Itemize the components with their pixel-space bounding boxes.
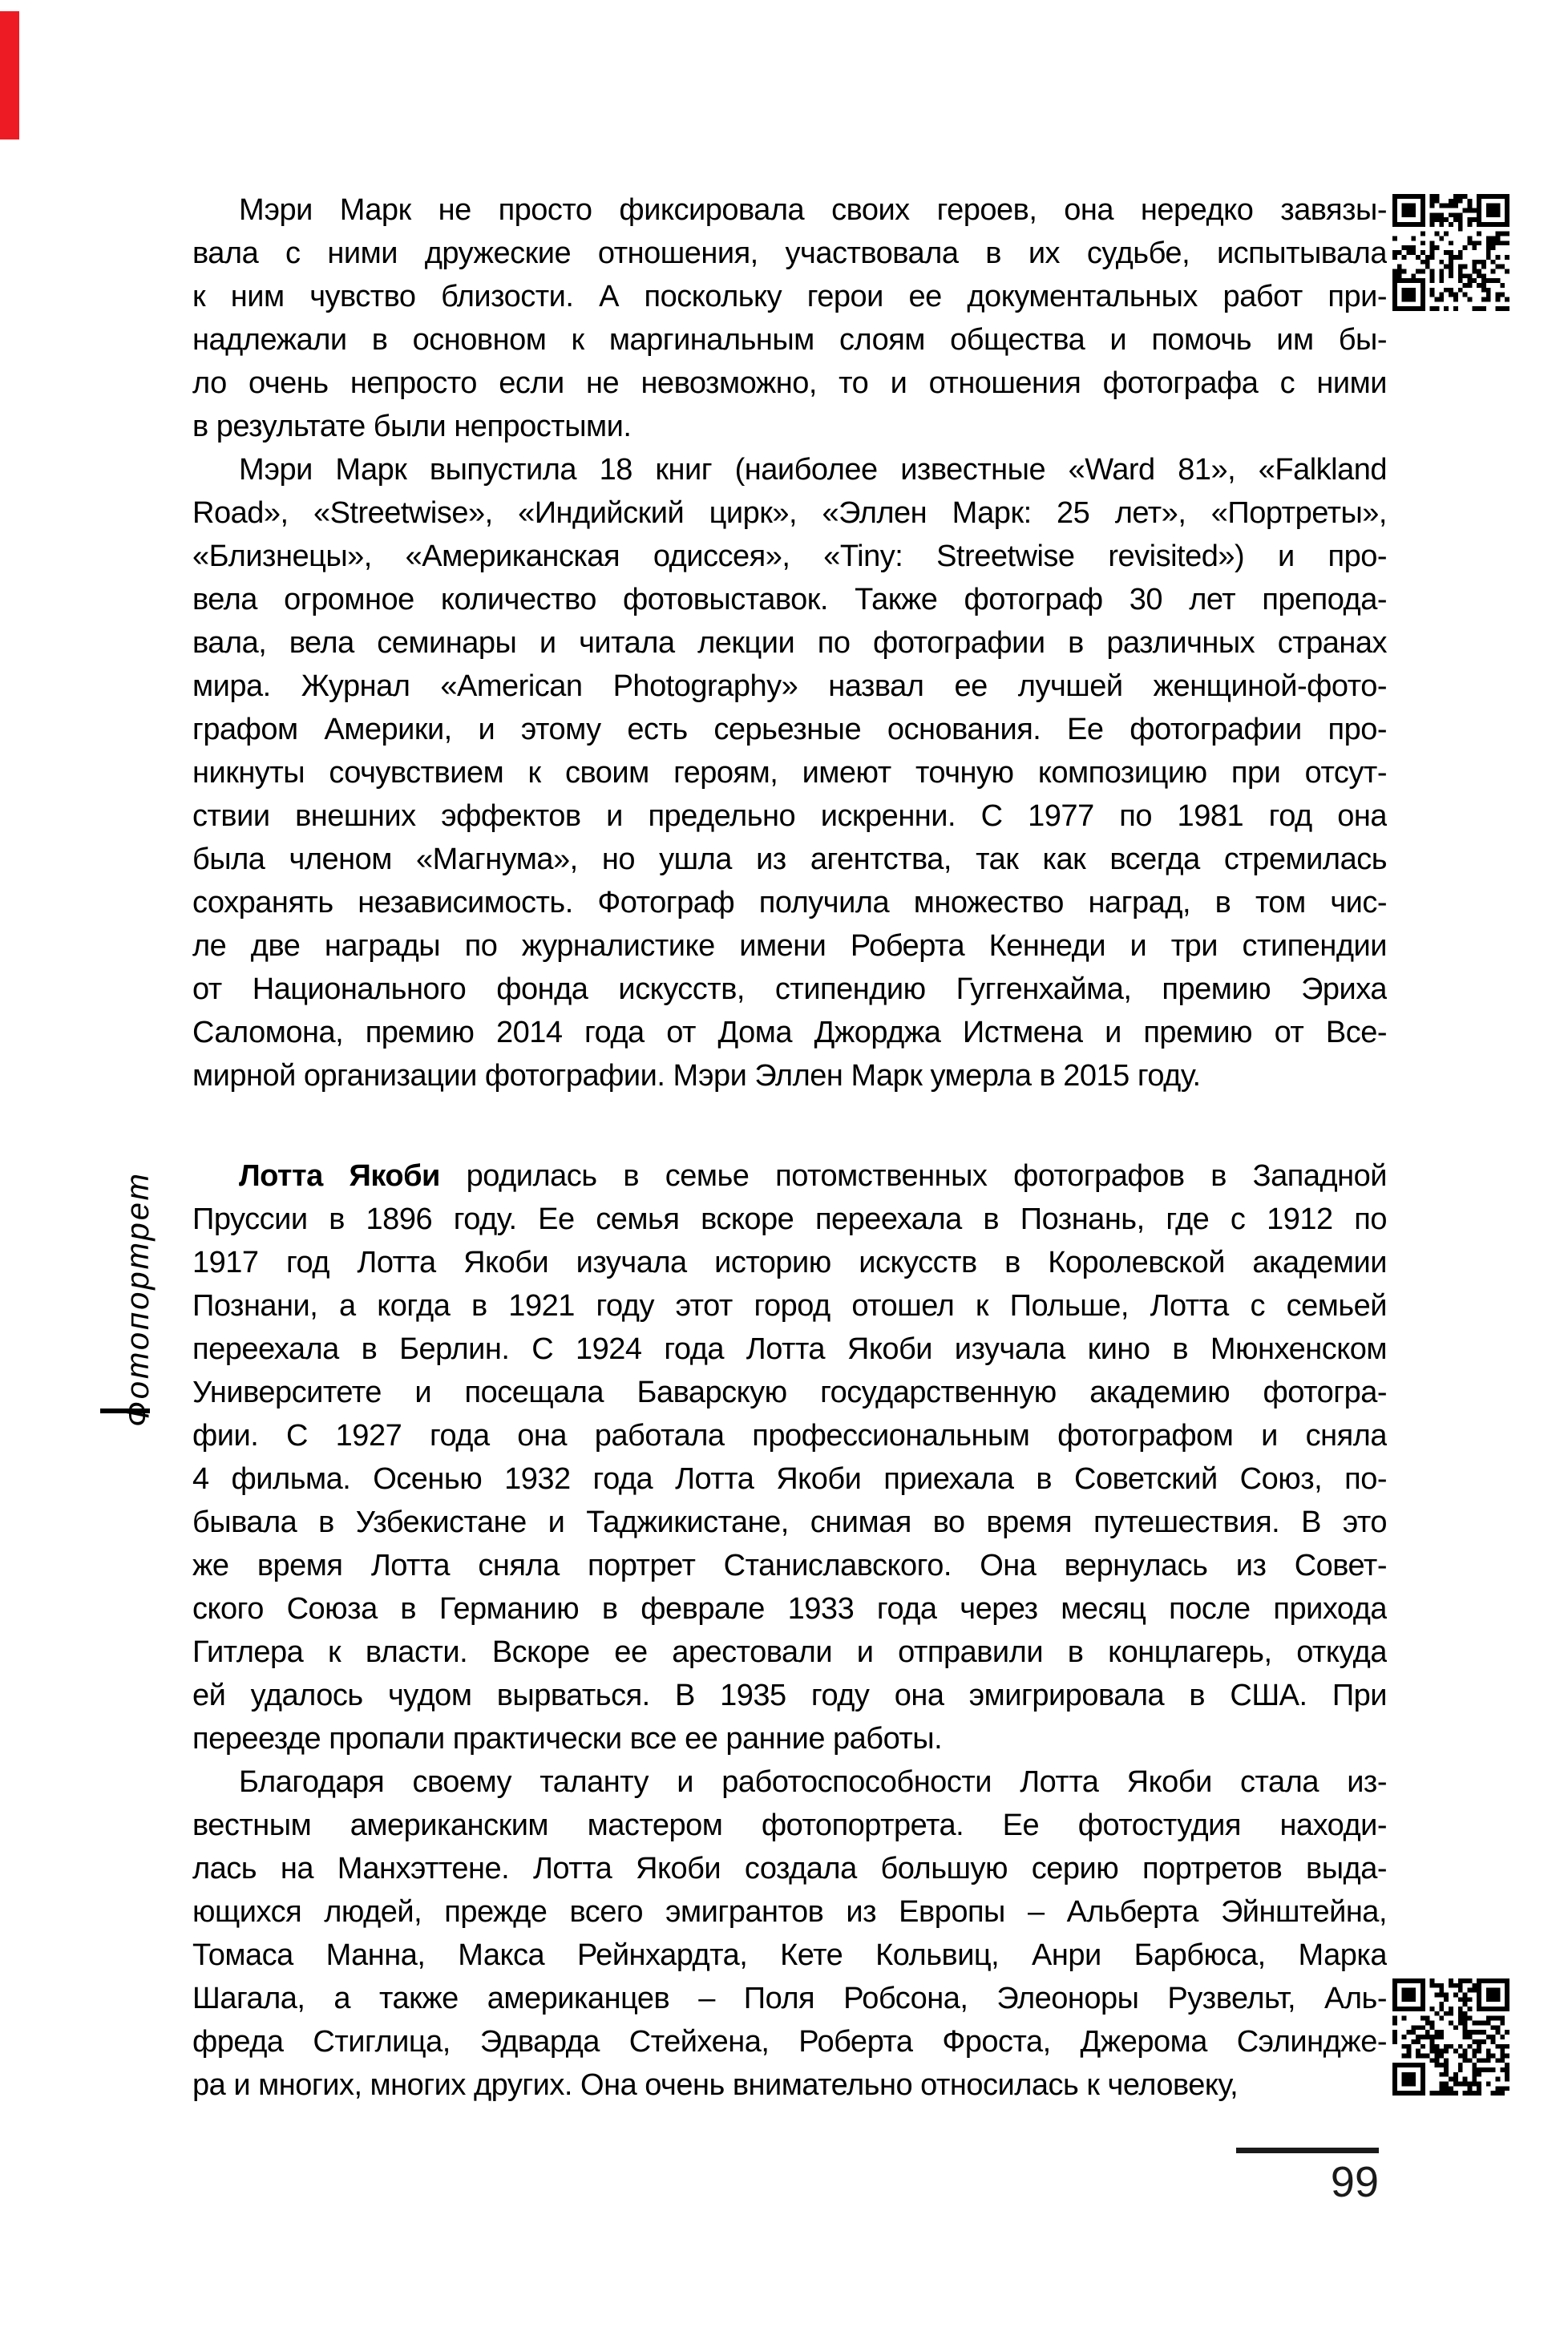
text-line: переезде пропали практически все ее ранние работы. (192, 1722, 943, 1756)
text-line: Мэри Марк выпустила 18 книг (наиболее известные «Ward 81», «Falkland (239, 453, 1387, 487)
text-line: Road», «Streetwise», «Индийский цирк», «Эллен Марк: 25 лет», «Портреты», (192, 496, 1387, 530)
text-line: была членом «Магнума», но ушла из агентства, так как всегда стремилась (192, 843, 1387, 876)
text-line: фреда Стиглица, Эдварда Стейхена, Роберта Фроста, Джерома Сэлиндже- (192, 2025, 1387, 2059)
text-line: надлежали в основном к маргинальным слоям общества и помочь им бы- (192, 323, 1387, 357)
text-line: никнуты сочувствием к своим героям, имеют точную композицию при отсут- (192, 756, 1387, 790)
text-line: мира. Журнал «American Photography» назвал ее лучшей женщиной-фото- (192, 669, 1387, 703)
text-line: Познани, а когда в 1921 году этот город отошел к Польше, Лотта с семьей (192, 1289, 1387, 1323)
text-line: ло очень непросто если не невозможно, то и отношения фотографа с ними (192, 366, 1387, 400)
text-line: «Близнецы», «Американская одиссея», «Tiny: Streetwise revisited») и про- (192, 540, 1387, 573)
paragraph (192, 1154, 1387, 1760)
text-line: 4 фильма. Осенью 1932 года Лотта Якоби приехала в Советский Союз, по- (192, 1462, 1387, 1496)
text-line: Шагала, а также американцев – Поля Робсона, Элеоноры Рузвельт, Аль- (192, 1982, 1387, 2015)
text-line: вестным американским мастером фотопортрета. Ее фотостудия находи- (192, 1809, 1387, 1842)
text-line: лась на Манхэттене. Лотта Якоби создала большую серию портретов выда- (192, 1852, 1387, 1885)
text-line: Гитлера к власти. Вскоре ее арестовали и отправили в концлагерь, откуда (192, 1635, 1387, 1669)
text-line: Лотта Якоби родилась в семье потомственных фотографов в Западной (239, 1159, 1387, 1193)
red-margin-mark (0, 11, 19, 139)
text-line: к ним чувство близости. А поскольку герои ее документальных работ при- (192, 280, 1387, 313)
text-line: ского Союза в Германию в феврале 1933 года через месяц после прихода (192, 1592, 1387, 1626)
text-line: ющихся людей, прежде всего эмигрантов из Европы – Альберта Эйнштейна, (192, 1895, 1387, 1929)
text-line: Благодаря своему таланту и работоспособности Лотта Якоби стала из- (239, 1765, 1387, 1799)
paragraph (192, 1760, 1387, 2107)
page-number: 99 (1330, 2158, 1379, 2206)
text-line: Томаса Манна, Макса Рейнхардта, Кете Кольвиц, Анри Барбюса, Марка (192, 1938, 1387, 1972)
paragraph (192, 448, 1387, 1097)
text-line: ле две награды по журналистике имени Роберта Кеннеди и три стипендии (192, 929, 1387, 963)
sidebar-label: Фотопортрет (120, 1171, 156, 1427)
text-line: графом Америки, и этому есть серьезные основания. Ее фотографии про- (192, 713, 1387, 746)
text-line: Саломона, премию 2014 года от Дома Джорджа Истмена и премию от Все- (192, 1016, 1387, 1049)
text-line: ствии внешних эффектов и предельно искренни. С 1977 по 1981 год она (192, 799, 1387, 833)
text-line: Пруссии в 1896 году. Ее семья вскоре переехала в Познань, где с 1912 по (192, 1202, 1387, 1236)
text-line: ра и многих, многих других. Она очень внимательно относилась к человеку, (192, 2068, 1239, 2102)
text-line: от Национального фонда искусств, стипендию Гуггенхайма, премию Эриха (192, 972, 1387, 1006)
text-line: вала с ними дружеские отношения, участвовала в их судьбе, испытывала (192, 236, 1387, 270)
text-line: фии. С 1927 года она работала профессиональным фотографом и сняла (192, 1419, 1387, 1453)
qr-code-top (1392, 194, 1509, 311)
text-line: вела огромное количество фотовыставок. Также фотограф 30 лет препода- (192, 583, 1387, 616)
text-line: ей удалось чудом вырваться. В 1935 году она эмигрировала в США. При (192, 1679, 1387, 1712)
text-line: сохранять независимость. Фотограф получила множество наград, в том чис- (192, 886, 1387, 919)
text-line: же время Лотта сняла портрет Станиславского. Она вернулась из Совет- (192, 1549, 1387, 1582)
text-line: Мэри Марк не просто фиксировала своих героев, она нередко завязы- (239, 193, 1387, 227)
paragraph (192, 188, 1387, 448)
body-text (192, 188, 1387, 2107)
footer-rule (1236, 2148, 1379, 2153)
qr-code-bottom (1392, 1978, 1509, 2096)
text-line: 1917 год Лотта Якоби изучала историю искусств в Королевской академии (192, 1246, 1387, 1279)
text-line: бывала в Узбекистане и Таджикистане, снимая во время путешествия. В это (192, 1506, 1387, 1539)
text-line: вала, вела семинары и читала лекции по фотографии в различных странах (192, 626, 1387, 660)
text-line: в результате были непростыми. (192, 410, 632, 443)
text-line: мирной организации фотографии. Мэри Эллен Марк умерла в 2015 году. (192, 1059, 1201, 1093)
text-line: переехала в Берлин. С 1924 года Лотта Якоби изучала кино в Мюнхенском (192, 1332, 1387, 1366)
text-line: Университете и посещала Баварскую государственную академию фотогра- (192, 1376, 1387, 1409)
